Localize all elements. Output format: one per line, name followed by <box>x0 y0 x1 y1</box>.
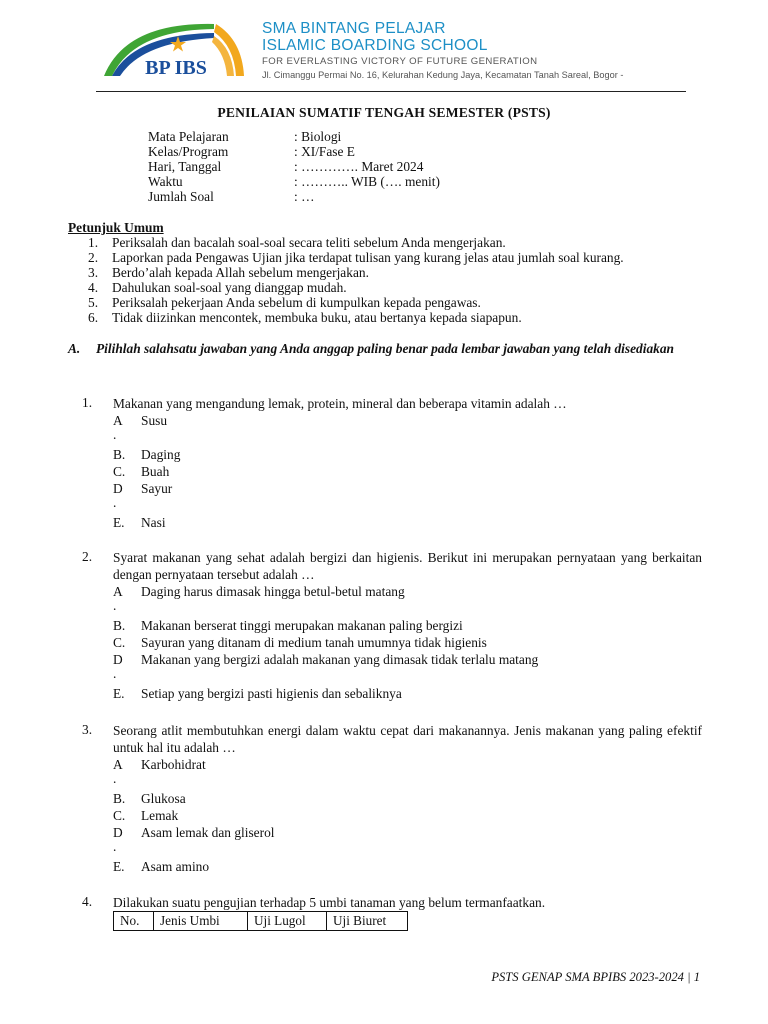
table-header-row <box>114 912 408 931</box>
instruction-text: Periksalah dan bacalah soal-soal secara teliti sebelum Anda mengerjakan. <box>112 235 506 250</box>
option-text: Sayur <box>141 481 173 496</box>
question-1 <box>82 395 702 531</box>
question-number: 1. <box>82 395 93 410</box>
option-text: Makanan yang bergizi adalah makanan yang dimasak tidak terlalu matang <box>141 652 539 667</box>
school-name-line2: ISLAMIC BOARDING SCHOOL <box>262 37 488 54</box>
option-text: Glukosa <box>141 791 186 806</box>
info-value: : … <box>294 189 315 204</box>
instruction-item <box>88 265 708 280</box>
instruction-item <box>88 280 708 295</box>
option-d <box>113 824 702 841</box>
school-logo <box>96 14 246 84</box>
info-label: Hari, Tanggal <box>148 159 222 174</box>
question-number: 2. <box>82 549 93 564</box>
info-row <box>148 129 440 144</box>
info-value: : XI/Fase E <box>294 144 355 159</box>
option-text: Asam lemak dan gliserol <box>141 825 275 840</box>
option-letter-dot: . <box>113 495 117 510</box>
table-header-cell: Uji Lugol <box>248 912 327 931</box>
option-letter: C. <box>113 808 126 823</box>
option-b <box>113 790 702 807</box>
school-name-line1: SMA BINTANG PELAJAR <box>262 20 446 37</box>
option-b <box>113 617 702 634</box>
option-e <box>113 858 702 875</box>
option-letter: B. <box>113 618 126 633</box>
option-letter: A <box>113 413 123 428</box>
section-letter: A. <box>68 341 81 356</box>
option-c <box>113 807 702 824</box>
option-letter-dot: . <box>113 839 117 854</box>
section-instruction: Pilihlah salahsatu jawaban yang Anda anggap paling benar pada lembar jawaban yang telah disediakan <box>96 341 675 356</box>
question-number: 4. <box>82 894 93 909</box>
option-text: Lemak <box>141 808 179 823</box>
info-value: : Biologi <box>294 129 342 144</box>
option-text: Nasi <box>141 515 166 530</box>
question-2 <box>82 549 702 702</box>
instruction-number: 2. <box>88 250 99 265</box>
option-letter-dot: . <box>113 427 117 442</box>
question-stem: Dilakukan suatu pengujian terhadap 5 umbi tanaman yang belum termanfaatkan. <box>113 895 546 910</box>
option-letter: D <box>113 481 123 496</box>
option-text: Asam amino <box>141 859 210 874</box>
question-3 <box>82 722 702 875</box>
option-text: Setiap yang bergizi pasti higienis dan sebaliknya <box>141 686 402 701</box>
option-b <box>113 446 702 463</box>
instruction-text: Periksalah pekerjaan Anda sebelum di kumpulkan kepada pengawas. <box>112 295 481 310</box>
instruction-text: Berdo’alah kepada Allah sebelum mengerjakan. <box>112 265 369 280</box>
option-a <box>113 412 702 429</box>
info-label: Waktu <box>148 174 183 189</box>
option-letter: B. <box>113 447 126 462</box>
option-letter: A <box>113 757 123 772</box>
option-e <box>113 514 702 531</box>
question-stem: Makanan yang mengandung lemak, protein, mineral dan beberapa vitamin adalah … <box>113 396 567 411</box>
info-row <box>148 144 440 159</box>
info-label: Mata Pelajaran <box>148 129 229 144</box>
option-letter: C. <box>113 635 126 650</box>
instruction-item <box>88 250 708 265</box>
instruction-number: 3. <box>88 265 99 280</box>
option-letter-dot: . <box>113 666 117 681</box>
instruction-number: 6. <box>88 310 99 325</box>
info-row <box>148 189 440 204</box>
instructions-list <box>88 235 708 325</box>
option-c <box>113 634 702 651</box>
option-text: Buah <box>141 464 170 479</box>
option-letter: C. <box>113 464 126 479</box>
table-header-cell: Jenis Umbi <box>154 912 248 931</box>
option-e <box>113 685 702 702</box>
tuber-test-table <box>113 911 408 931</box>
info-value: : …………. Maret 2024 <box>294 159 424 174</box>
option-text: Sayuran yang ditanam di medium tanah umumnya tidak higienis <box>141 635 487 650</box>
instruction-item <box>88 295 708 310</box>
question-4 <box>82 894 702 911</box>
letterhead <box>96 14 686 90</box>
question-stem: Seorang atlit membutuhkan energi dalam waktu cepat dari makanannya. Jenis makanan yang paling efektif untuk hal itu adalah … <box>113 723 702 755</box>
option-text: Makanan berserat tinggi merupakan makanan paling bergizi <box>141 618 463 633</box>
option-text: Daging <box>141 447 181 462</box>
instruction-number: 1. <box>88 235 99 250</box>
school-address: Jl. Cimanggu Permai No. 16, Kelurahan Kedung Jaya, Kecamatan Tanah Sareal, Bogor - <box>262 70 624 80</box>
table-header-cell: No. <box>114 912 154 931</box>
option-letter-dot: . <box>113 598 117 613</box>
instruction-text: Tidak diizinkan mencontek, membuka buku, atau bertanya kepada siapapun. <box>112 310 522 325</box>
question-number: 3. <box>82 722 93 737</box>
page-footer: PSTS GENAP SMA BPIBS 2023-2024 | 1 <box>491 970 700 984</box>
instruction-text: Laporkan pada Pengawas Ujian jika terdapat tulisan yang kurang jelas atau jumlah soal kurang. <box>112 250 624 265</box>
option-letter: E. <box>113 686 125 701</box>
exam-info <box>148 129 440 204</box>
option-text: Daging harus dimasak hingga betul-betul matang <box>141 584 405 599</box>
option-letter-dot: . <box>113 771 117 786</box>
info-row <box>148 159 440 174</box>
section-a-heading <box>68 341 700 357</box>
info-label: Jumlah Soal <box>148 189 214 204</box>
option-d <box>113 651 702 668</box>
option-letter: E. <box>113 859 125 874</box>
option-text: Susu <box>141 413 168 428</box>
option-letter: D <box>113 825 123 840</box>
instruction-text: Dahulukan soal-soal yang dianggap mudah. <box>112 280 347 295</box>
option-letter: A <box>113 584 123 599</box>
option-letter: D <box>113 652 123 667</box>
school-name <box>262 20 488 54</box>
instruction-item <box>88 235 708 250</box>
exam-title: PENILAIAN SUMATIF TENGAH SEMESTER (PSTS) <box>217 105 551 120</box>
option-a <box>113 756 702 773</box>
instruction-item <box>88 310 708 325</box>
option-text: Karbohidrat <box>141 757 206 772</box>
info-label: Kelas/Program <box>148 144 229 159</box>
info-value: : ……….. WIB (…. menit) <box>294 174 440 189</box>
instructions-heading: Petunjuk Umum <box>68 220 164 235</box>
logo-text: BP IBS <box>145 57 207 79</box>
header-divider <box>96 91 686 92</box>
table-header-cell: Uji Biuret <box>327 912 408 931</box>
option-letter: E. <box>113 515 125 530</box>
option-c <box>113 463 702 480</box>
option-letter: B. <box>113 791 126 806</box>
option-d <box>113 480 702 497</box>
question-stem: Syarat makanan yang sehat adalah bergizi dan higienis. Berikut ini merupakan pernyataan yang berkaitan dengan pernyataan tersebut adalah … <box>113 550 702 582</box>
info-row <box>148 174 440 189</box>
option-a <box>113 583 702 600</box>
instruction-number: 5. <box>88 295 99 310</box>
instruction-number: 4. <box>88 280 99 295</box>
school-tagline: FOR EVERLASTING VICTORY OF FUTURE GENERATION <box>262 56 538 67</box>
